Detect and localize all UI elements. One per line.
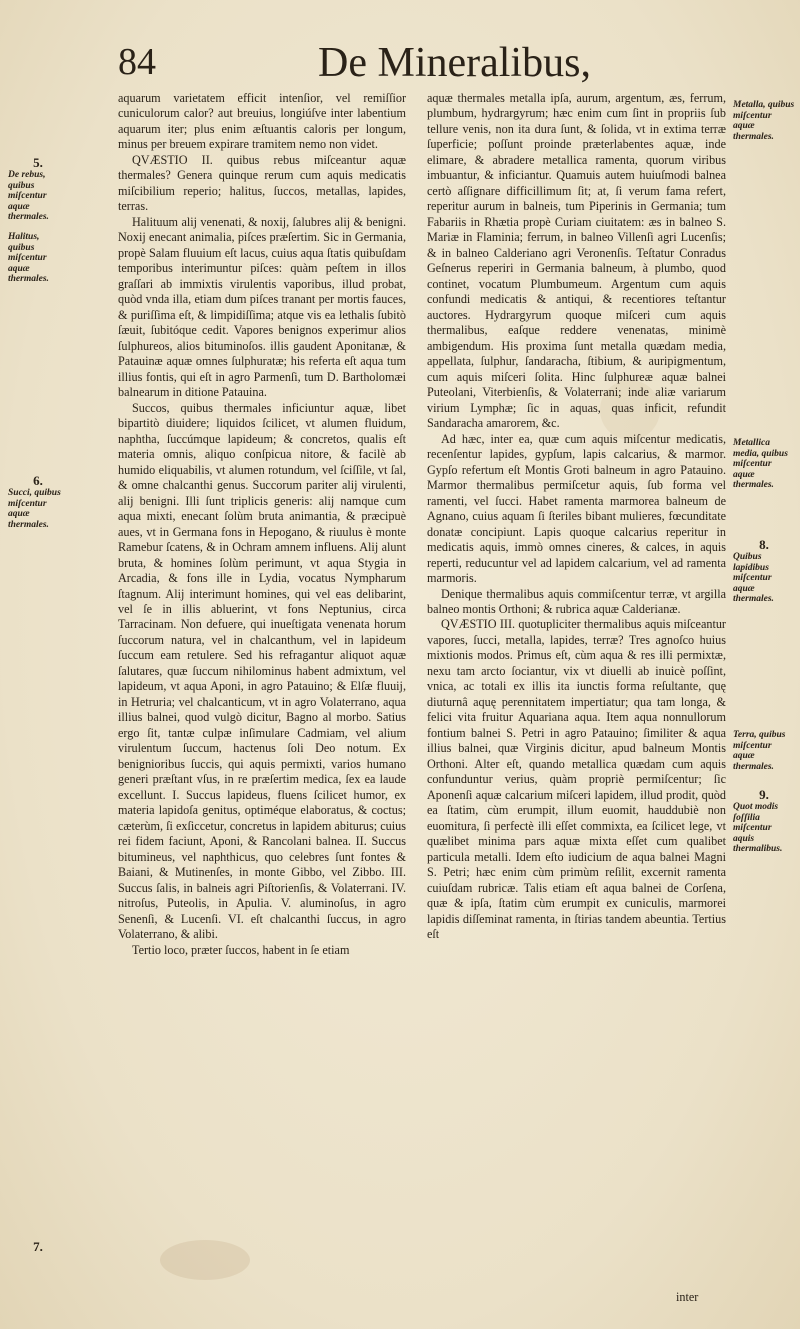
margin-note <box>8 156 68 223</box>
paragraph: QVÆSTIO II. quibus rebus miſceantur aquæ thermales? Genera quinque rerum cum aquis medicatis miſcibilium reperio; halitus, ſuccos, metallas, lapides, terras. <box>118 152 406 214</box>
paragraph: QVÆSTIO III. quotupliciter thermalibus aquis miſceantur vapores, ſucci, metalla, lapides, terræ? Tres agnoſco huius mixtionis modos. Primus eſt, cùm aqua & res illi permixtæ, nexu tam arcto ſociantur, vix vt diuelli ab inuicè poſſint, vnica, ac totali ex illis ita iunctis forma reſultante, quę diuturnâ aquę perennitatem impertiatur; qua tam longa, & felici vita fruitur Aquariana aqua. Item aqua nonnullorum fontium balnei S. Petri in agro Patauino; ſimiliter & aqua illius balnei, quæ Virginis dicitur, apud balneum Montis Orthoni. Alter eſt, quando metallica quædam cum aquis confunduntur verius, quàm propriè permiſcentur; ſic Aponenſi aquæ calcarium miſceri lapidem, illud prodit, quòd ea ſtatim, cùm erumpit, illum euomit, hauddubiè non euomitura, ſi perfectè illi eſſet commixta, ea ſcilicet lege, vt quælibet minima pars aquæ mixta eſſet cum qualibet particula metalli. Idem eſto iudicium de aqua balnei Magni S. Petri; hæc enim cùm primùm reſilit, excernit ramenta cuiuſdam rubricæ. Talis etiam eſt aqua balnei de Corſena, quæ & ipſa, ſtatim cùm erumpit ex cuniculis, marmorei lapidis diſſeminat ramenta, in ſtirias tandem abeuntia. Tertius eſt <box>427 617 726 942</box>
margin-note <box>733 538 795 605</box>
page-header <box>118 40 678 90</box>
paragraph: Succos, quibus thermales inficiuntur aquæ, libet bipartitò diuidere; liquidos ſcilicet, vt alumen fluidum, naphtha, ſuccúmque lapideum; & concretos, qualis eſt materia omnis, aliquo conſpicua nitore, & facilè ab humido eliquabilis, vt alumen rotundum, vel ſciſſile, vt ſal, & omne chalcanthi genus. Succorum pariter alij virulenti, alij benigni. Illi ſunt triplicis generis: alij namque cum aqua mixti, enecant ſolùm bruta animantia, & præcipuè aues, vt in Germana fons in Hepogano, & riuulus è monte Ramebur ſcatens, & in Ochram amnem influens. Alij alunt bruta, & homines ſolùm perimunt, vt aqua Stygia in Arcadia, & fons ille in Lydia, vocatus Nympharum ſtagnum. Alij interimunt homines, qui vel eas delibarint, vel ſe in illis abluerint, vt fons Neptunius, circa Tarracinam. Non defuere, qui inueſtigata venenata horum ſuccorum natura, vel in chalcanthum, vel in lapideum ſuccum eam retulere. Sed his refragantur aliquot aquæ ſalutares, quæ ſuccum nihilominus habent admixtum, vel lapideum, vt aqua Aponi, in agro Patauino; & Elſæ fluuij, in Hetruria; vel chalcanticum, vt in agro Volaterrano, aqua illius balnei, quod vulgò dicitur, Bagno al morbo. Satius ergo ſit, tantæ culpæ inſimulare Cadmiam, vel alium virulentum ſuccum, hactenus ſoli Deo notum. Ex benignioribus ſuccis, qui aquis permixti, varios humano generi præſtant vſus, in re præſertim medica, ſex ea laude excellunt. I. Succus lapideus, fluens ſcilicet humor, ex materia lapidoſa genitus, optiméque elaboratus, & coctus; cæterùm, ſi exſiccetur, concretus in lapidem abiturus; cuius rei fidem faciunt, Aponi, & Rancolani balnea. II. Succus bitumineus, vel naphthicus, quo celebres ſunt fontes & Baiani, & Mutinenſes, in monte Gibbo, vel Zibbo. III. Succus ſalis, in balneis agri Piſtorienſis, & Volaterrani. IV. nitroſus, Puteolis, in Apulia. V. aluminoſus, in agro Senenſi, & Lucenſi. VI. eſt chalcanthi ſuccus, in agro Volaterrano, & alibi. <box>118 400 406 942</box>
margin-note <box>8 474 68 530</box>
margin-note-text: Terra, quibus miſcentur aquæ thermales. <box>733 730 786 772</box>
margin-note <box>733 438 795 491</box>
margin-note-number: 6. <box>33 473 43 488</box>
paragraph: Tertio loco, præter ſuccos, habent in ſe etiam <box>132 942 350 957</box>
margin-note-text: Halitus, quibus miſcentur aquæ thermales. <box>8 232 49 284</box>
margin-note-text: Metallica media, quibus miſcentur aquæ thermales. <box>733 438 788 490</box>
margin-note-number: 5. <box>33 155 43 170</box>
margin-note-text: Succi, quibus miſcentur aquæ thermales. <box>8 488 61 530</box>
paragraph: aquæ thermales metalla ipſa, aurum, argentum, æs, ferrum, plumbum, hydrargyrum; hæc enim cum ſint in propriis ſub tellure venis, non ita dura ſunt, & ſolida, vt in extima terræ ſuperficie; poſſunt proinde præterlabentes aquæ, inde elimare, & abradere metallica ramenta, quorum viribus imbuantur, & inficiantur. Quamuis autem huiuſmodi balnea certò aſſignare difficillimum ſit; at, ſi verum fama refert, reperitur aurum in balneis, tum Piperinis in Germania; tum Fabariis in Rhætia propè Curiam ciuitatem: æs in balneo S. Mariæ in Flaminia; ferrum, in balneo Villenſi agri Lucenſis; & in balneo Calderiano agri Veronenſis. Teſtatur Conradus Geſnerus reperiri in Germania balneum, à plumbo, quod continet, vocatum Plumbumeum. Argentum cum aquis confundi medicatis & antiqui, & recentiores teſtantur auctores. Hydrargyrum quoque miſceri cum aquis thermalibus, eaſque reddere venenatas, minimè ambigendum. His proxima ſunt metalla quædam media, appellata, ſulphur, ſandaracha, ſtibium, & auripigmentum, cum aquis miſceri ſolita. Hinc ſulphureæ aquæ balnei Puteolani, Viterbienſis, & Volaterrani; inde aliæ variarum virium Lymphæ; ſic in aquas, quas inficit, refundit Sandaracha amarorem, &c. <box>427 91 726 431</box>
margin-note-text: De rebus, quibus miſcentur aquæ thermales. <box>8 170 49 222</box>
paragraph: aquarum varietatem efficit intenſior, vel remiſſior cuniculorum calor? aut breuius, longiúſve inter labentium aquarum iter; plus enim æſtuantis caloris per longum, minus per breuem expirare tramitem nemo non videt. <box>118 91 406 152</box>
paragraph: Denique thermalibus aquis commiſcentur terræ, vt argilla balneo montis Orthoni; & rubrica aquæ Calderianæ. <box>427 586 726 616</box>
paragraph: Halituum alij venenati, & noxij, ſalubres alij & benigni. Noxij enecant animalia, piſces præſertim. Sic in Germania, propè Salam fluuium eſt lacus, cuius aqua ſtatis quibuſdam temporibus interimuntur piſces: quàm peſtem in illos graſſari ab immixtis virulentis vaporibus, illud probat, quòd vnda illa, etiam dum piſces tranant per mortis fauces, & puriſſima eſt, & limpidiſſima; atque vis ea lethalis ſubitò ſæuit, ſubitóque cedit. Vapores benignos experimur alios ſulphureos, alios bituminoſos. illis gaudent Aponitanæ, & Patauinæ aquæ omnes ſulphuratæ; his referta eſt aqua tum illius fontis, qui eſt in agro Parmenſi, tum D. Bartholomæi balnearum in ditione Patauina. <box>118 214 406 400</box>
paragraph: Ad hæc, inter ea, quæ cum aquis miſcentur medicatis, recenſentur lapides, gypſum, lapis calcarius, & marmor. Gypſo refertum eſt Montis Groti balneum in agro Patauino. Marmor thermalibus permiſcetur aquis, ſub forma vel ramenti, vel ſucci. Habet ramenta marmorea balneum de Agnano, cuius aquam ſi ſteriles bibant mulieres, fœcunditate donatæ concipiunt. Lapis quoque calcarius reperitur in medicatis aquis, immò omnes cineres, & calces, in aquis reperti, reducuntur vel ad lapidem calcarium, vel ad ramenta marmoris. <box>427 431 726 586</box>
margin-note <box>733 100 795 142</box>
text-column-right <box>427 91 726 1296</box>
margin-note-number: 9. <box>759 787 769 802</box>
margin-note-number: 8. <box>759 537 769 552</box>
text-column-left <box>118 91 406 1261</box>
catchword: inter <box>676 1290 699 1304</box>
margin-note <box>8 1240 68 1254</box>
margin-note <box>733 788 795 855</box>
margin-note-number: 7. <box>33 1239 43 1254</box>
margin-note-text: Quibus lapidibus miſcentur aquæ thermales. <box>733 552 774 604</box>
margin-note <box>733 730 795 772</box>
page-number: 84 <box>118 41 156 83</box>
running-title: De Mineralibus, <box>318 40 591 86</box>
margin-note-text: Metalla, quibus miſcentur aquæ thermales. <box>733 100 795 142</box>
margin-note-text: Quot modis ſoſſilia miſcentur aquis thermalibus. <box>733 802 783 854</box>
margin-note <box>8 232 68 285</box>
